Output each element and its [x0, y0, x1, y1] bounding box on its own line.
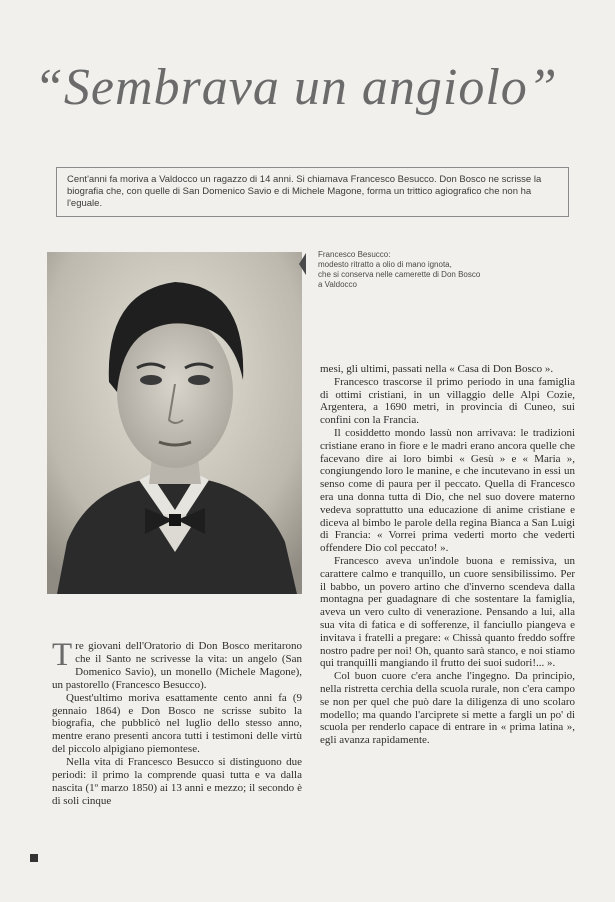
right-paragraph-1: Francesco trascorse il primo periodo in una famiglia di ottimi cristiani, in un villaggio delle Alpi Cozie, Argentera, a 1690 metri, in provincia di Cuneo, sui confini con la Francia. — [320, 375, 575, 427]
caption-arrow-icon — [299, 253, 306, 275]
left-paragraph-2: Quest'ultimo moriva esattamente cento anni fa (9 gennaio 1864) e Don Bosco ne scrisse subito la biografia, che pubblicò nel luglio dello stesso anno, mentre erano presenti ancora tutti i testimoni delle virtù del piccolo alpigiano piemontese. — [52, 691, 302, 756]
page-marker — [30, 854, 38, 862]
left-paragraph-3: Nella vita di Francesco Besucco si distinguono due periodi: il primo la comprende quasi tutta e va dalla nascita (1º marzo 1850) ai 13 anni e mezzo; il secondo è di soli cinque — [52, 756, 302, 807]
portrait-image — [47, 252, 302, 594]
left-paragraph-1-text: re giovani dell'Oratorio di Don Bosco meritarono che il Santo ne scrivesse la vita: un angelo (San Domenico Savio), un monello (Michele Magone), un pastorello (Francesco Besucco). — [52, 640, 302, 691]
article-title: “Sembrava un angiolo” — [34, 59, 558, 116]
portrait-caption: Francesco Besucco: modesto ritratto a olio di mano ignota, che si conserva nelle camerette di Don Bosco a Valdocco — [318, 250, 481, 289]
right-paragraph-4: Col buon cuore c'era anche l'ingegno. Da principio, nella ristretta cerchia della scuola rurale, non c'era campo se non per quel che può dare la diligenza di uno scolaro modello; ma quando l'arciprete si mette a fargli un po' di scuola per renderlo capace di entrare in « prima latina », egli avanza rapidamente. — [320, 670, 575, 747]
right-paragraph-2: Il cosiddetto mondo lassù non arrivava: le tradizioni cristiane erano in fiore e le madri erano ancora quelle che facevano dire ai loro bimbi « Gesù » e « Maria », congiungendo loro le manine, e che incutevano in essi un senso come di paura per il peccato. Quella di Francesco era una donna tutta di Dio, che nel suo dovere materno vedeva soprattutto una educazione di anime cristiane e diceva al bimbo le parole della regina Bianca a San Luigi di Francia: « Vorrei prima vederti morto che vederti offendere Dio col peccato! ». — [320, 426, 575, 555]
left-paragraph-1 — [52, 637, 302, 692]
right-paragraph-3: Francesco aveva un'indole buona e remissiva, un carattere calmo e tranquillo, un cuore sensibilissimo. Per il babbo, un povero artino che d'inverno scendeva dalla montagna per guadagnare di che sostentare la famiglia, aveva un vero culto di venerazione. Pensando a lui, alla sua vita di fatica e di sofferenze, il fanciullo piangeva e invitava i fratelli a pregare: « Chissà quanto freddo soffre nostro padre per noi! Oh, quanto sarà stanco, e noi stiamo qui tranquilli mangiando il frutto dei suoi sudori!... ». — [320, 554, 575, 670]
right-paragraph-0: mesi, gli ultimi, passati nella « Casa di Don Bosco ». — [320, 363, 554, 375]
intro-box: Cent'anni fa moriva a Valdocco un ragazzo di 14 anni. Si chiamava Francesco Besucco. Don Bosco ne scrisse la biografia che, con quelle di San Domenico Savio e di Michele Magone, forma un trittico agiografico che non ha l'eguale. — [56, 167, 569, 217]
drop-cap: T — [52, 637, 73, 673]
left-column — [52, 637, 302, 808]
right-column — [320, 363, 575, 747]
